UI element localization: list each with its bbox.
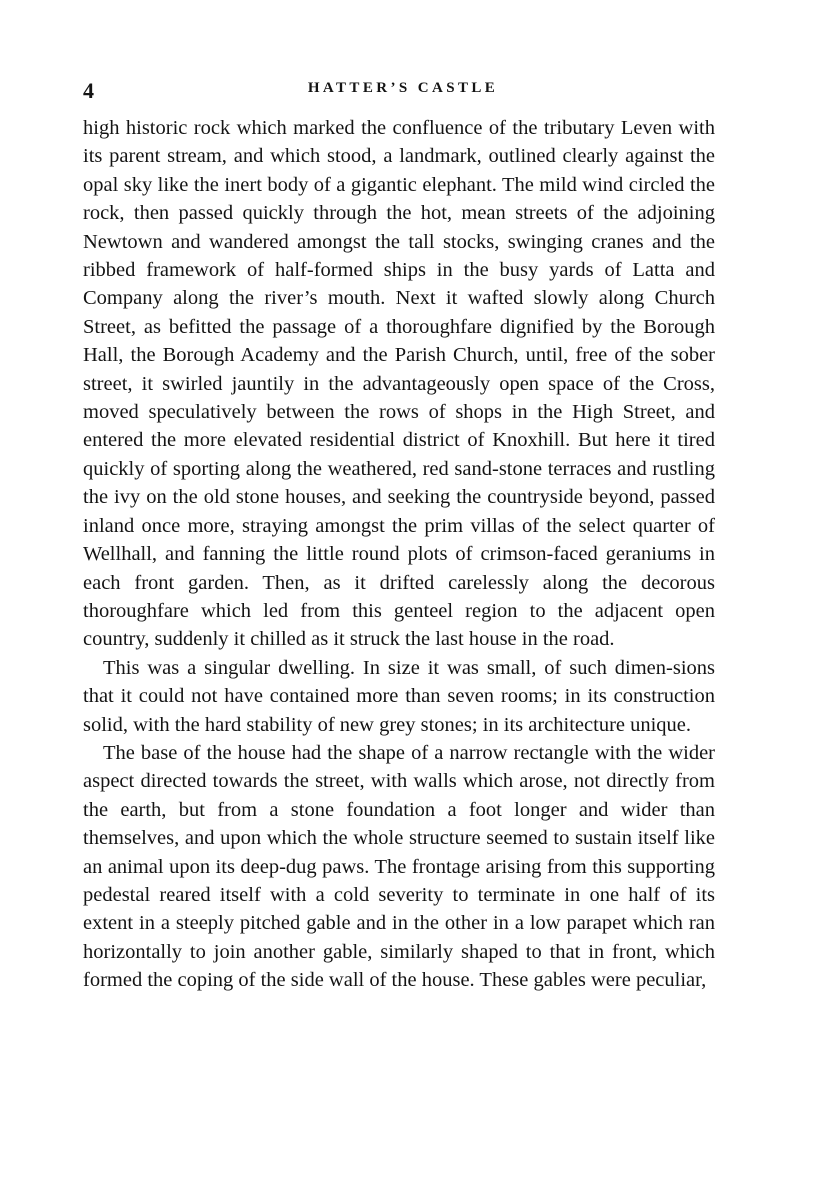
paragraph-continued: high historic rock which marked the confluence of the tributary Leven with its parent stream, and which stood, a landmark, outlined clearly against the opal sky like the inert body of a gigantic elephant. The mild wind circled the rock, then passed quickly through the hot, mean streets of the adjoining Newtown and wandered amongst the tall stocks, swinging cranes and the ribbed framework of half-formed ships in the busy yards of Latta and Company along the river’s mouth. Next it wafted slowly along Church Street, as befitted the passage of a thoroughfare dignified by the Borough Hall, the Borough Academy and the Parish Church, until, free of the sober street, it swirled jauntily in the advantageously open space of the Cross, moved speculatively between the rows of shops in the High Street, and entered the more elevated residential district of Knoxhill. But here it tired quickly of sporting along the weathered, red sand-stone terraces and rustling the ivy on the old stone houses, and seeking the countryside beyond, passed inland once more, straying amongst the prim villas of the select quarter of Wellhall, and fanning the little round plots of crimson-faced geraniums in each front garden. Then, as it drifted carelessly along the decorous thoroughfare which led from this genteel region to the adjacent open country, suddenly it chilled as it struck the last house in the road. [83, 117, 715, 651]
book-page [83, 74, 715, 995]
paragraph-dwelling: This was a singular dwelling. In size it was small, of such dimen-sions that it could not have contained more than seven rooms; in its construction solid, with the hard stability of new grey stones; in its architecture unique. [83, 656, 715, 736]
running-head [83, 74, 715, 104]
body-text [83, 114, 715, 995]
paragraph-house-base: The base of the house had the shape of a narrow rectangle with the wider aspect directed towards the street, with walls which arose, not directly from the earth, but from a stone foundation a foot longer and wider than themselves, and upon which the whole structure seemed to sustain itself like an animal upon its deep-dug paws. The frontage arising from this supporting pedestal reared itself with a cold severity to terminate in one half of its extent in a steeply pitched gable and in the other in a low parapet which ran horizontally to join another gable, similarly shaped to that in front, which formed the coping of the side wall of the house. These gables were peculiar, [83, 741, 715, 992]
running-title: HATTER’S CASTLE [307, 80, 499, 96]
page-number: 4 [83, 78, 94, 103]
